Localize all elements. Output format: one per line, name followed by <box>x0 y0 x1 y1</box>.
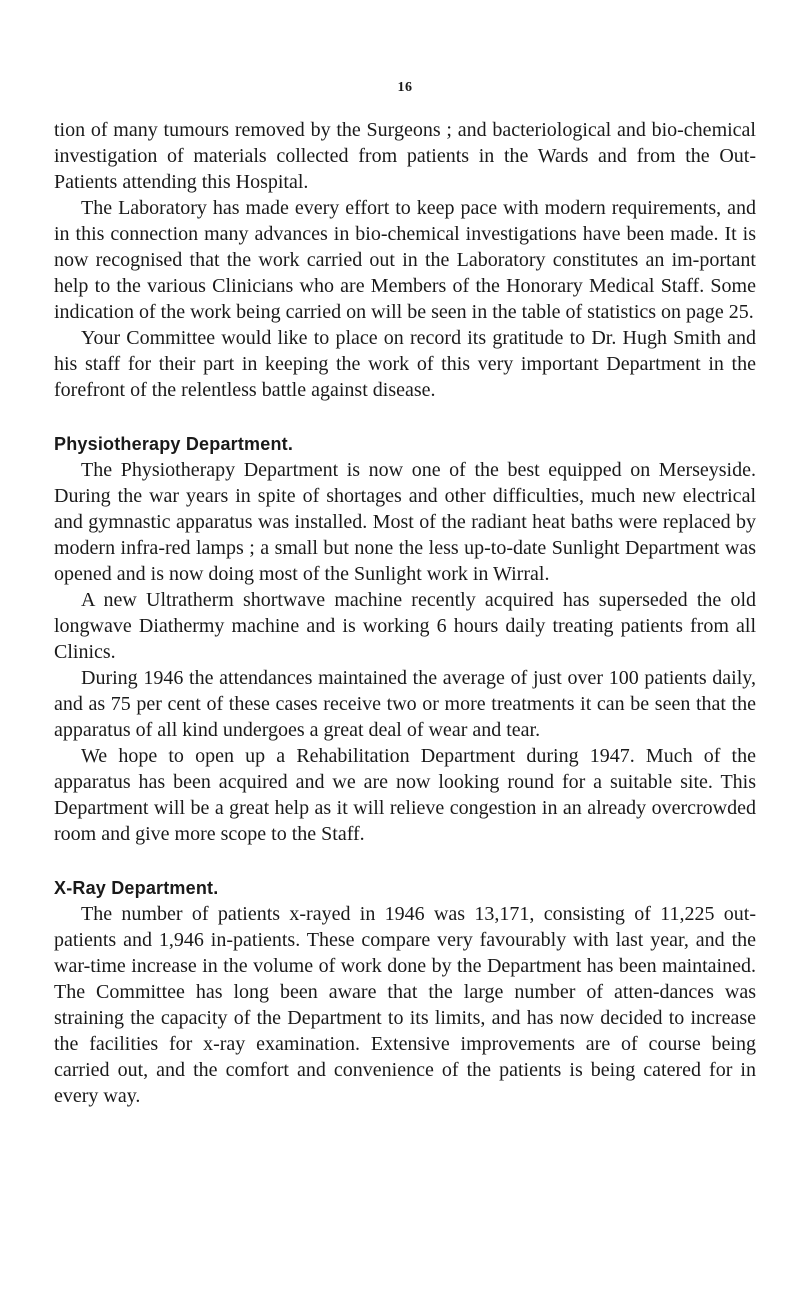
xray-section <box>54 875 756 1109</box>
xray-paragraph-1: The number of patients x-rayed in 1946 was 13,171, consisting of 11,225 out-patients and 1,946 in-patients. These compare very favourably with last year, and the war-time increase in the volume of work done by the Department has been maintained. The Committee has long been aware that the large number of atten-dances was straining the capacity of the Department to its limits, and has now decided to increase the facilities for x-ray examination. Extensive improvements are of course being carried out, and the comfort and convenience of the patients is being catered for in every way. <box>54 903 756 1107</box>
physiotherapy-paragraph-4: We hope to open up a Rehabilitation Department during 1947. Much of the apparatus has been acquired and we are now looking round for a suitable site. This Department will be a great help as it will relieve congestion in an already overcrowded room and give more scope to the Staff. <box>54 745 756 845</box>
body-text <box>54 117 756 1109</box>
physiotherapy-section <box>54 431 756 847</box>
physiotherapy-paragraph-2: A new Ultratherm shortwave machine recently acquired has superseded the old longwave Diathermy machine and is working 6 hours daily treating patients from all Clinics. <box>54 589 756 663</box>
laboratory-paragraph-2: Your Committee would like to place on record its gratitude to Dr. Hugh Smith and his staff for their part in keeping the work of this very important Department in the forefront of the relentless battle against disease. <box>54 327 756 401</box>
laboratory-section <box>54 117 756 403</box>
continuation-paragraph: tion of many tumours removed by the Surgeons ; and bacteriological and bio-chemical investigation of materials collected from patients in the Wards and from the Out-Patients attending this Hospital. <box>54 119 756 193</box>
document-page <box>54 0 756 1295</box>
xray-heading: X-Ray Department. <box>54 878 219 898</box>
laboratory-paragraph-1: The Laboratory has made every effort to keep pace with modern requirements, and in this connection many advances in bio-chemical investigations have been made. It is now recognised that the work carried out in the Laboratory constitutes an im-portant help to the various Clinicians who are Members of the Honorary Medical Staff. Some indication of the work being carried on will be seen in the table of statistics on page 25. <box>54 197 756 323</box>
page-number: 16 <box>397 80 413 95</box>
physiotherapy-heading: Physiotherapy Department. <box>54 434 294 454</box>
physiotherapy-paragraph-3: During 1946 the attendances maintained the average of just over 100 patients daily, and as 75 per cent of these cases receive two or more treatments it can be seen that the apparatus of all kind undergoes a great deal of wear and tear. <box>54 667 756 741</box>
physiotherapy-paragraph-1: The Physiotherapy Department is now one of the best equipped on Merseyside. During the war years in spite of shortages and other difficulties, much new electrical and gymnastic apparatus was installed. Most of the radiant heat baths were replaced by modern infra-red lamps ; a small but none the less up-to-date Sunlight Department was opened and is now doing most of the Sunlight work in Wirral. <box>54 459 756 585</box>
